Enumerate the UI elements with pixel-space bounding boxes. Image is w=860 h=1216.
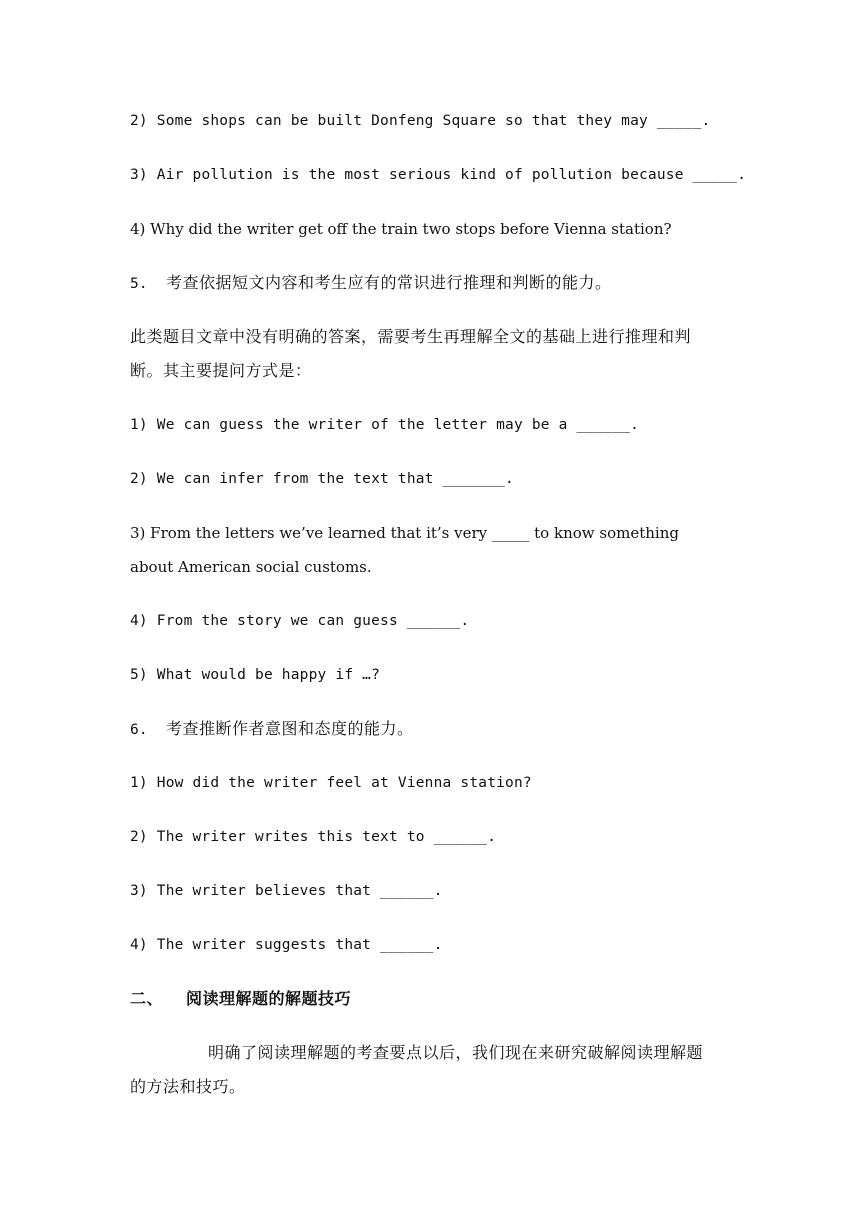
paragraph-line: 此类题目文章中没有明确的答案，需要考生再理解全文的基础上进行推理和判 <box>130 327 692 346</box>
section-item-6 <box>130 712 740 746</box>
question-line: 1) We can guess the writer of the letter may be a ______. <box>130 417 639 433</box>
question-line: 1) How did the writer feel at Vienna station? <box>130 775 532 791</box>
question-line: 5) What would be happy if …? <box>130 667 381 683</box>
question-line: 2) We can infer from the text that _______. <box>130 471 514 487</box>
question-line: 4) Why did the writer get off the train two stops before Vienna station? <box>130 220 672 238</box>
section-item-5 <box>130 266 740 300</box>
section-heading <box>130 982 740 1016</box>
question-line: 4) The writer suggests that ______. <box>130 937 443 953</box>
question-line: 3) Air pollution is the most serious kind of pollution because _____. <box>130 167 747 183</box>
question-line: about American social customs. <box>130 558 372 576</box>
question-line: 3) From the letters we’ve learned that it’s very _____ to know something <box>130 524 679 542</box>
question-line: 4) From the story we can guess ______. <box>130 613 470 629</box>
question-line: 3) The writer believes that ______. <box>130 883 443 899</box>
section-heading-number: 二、 <box>130 989 164 1008</box>
section-item-text: 考查推断作者意图和态度的能力。 <box>166 719 414 738</box>
question-line: 2) Some shops can be built Donfeng Square so that they may _____. <box>130 113 711 129</box>
paragraph-line: 的方法和技巧。 <box>130 1077 246 1096</box>
section-item-text: 考查依据短文内容和考生应有的常识进行推理和判断的能力。 <box>166 273 612 292</box>
section-item-number: 6. <box>130 722 148 738</box>
question-line: 2) The writer writes this text to ______. <box>130 829 497 845</box>
section-item-number: 5. <box>130 276 148 292</box>
section-heading-title: 阅读理解题的解题技巧 <box>186 989 352 1008</box>
paragraph-line: 明确了阅读理解题的考查要点以后，我们现在来研究破解阅读理解题 <box>208 1043 704 1062</box>
paragraph-line: 断。其主要提问方式是： <box>130 361 312 380</box>
